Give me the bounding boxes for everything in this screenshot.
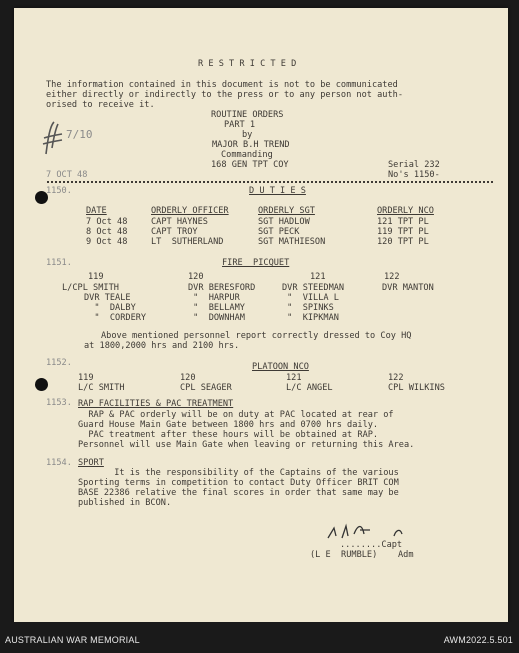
dotted-divider: [47, 181, 493, 183]
restricted-heading: R E S T R I C T E D: [198, 59, 297, 69]
notice-line: orised to receive it.: [46, 100, 155, 110]
header-line: 168 GEN TPT COY: [211, 160, 289, 170]
platoon-number: 120: [180, 373, 196, 383]
platoon-number: 119: [78, 373, 94, 383]
duties-cell: SGT PECK: [258, 227, 300, 237]
picquet-name: " DOWNHAM: [188, 313, 245, 323]
picquet-name: " HARPUR: [188, 293, 240, 303]
duties-header: ORDERLY SGT: [258, 206, 315, 216]
rap-line: RAP & PAC orderly will be on duty at PAC located at rear of: [78, 410, 394, 420]
picquet-name: " VILLA L: [282, 293, 339, 303]
header-line: MAJOR B.H TREND: [212, 140, 290, 150]
rap-line: Personnel will use Main Gate when leaving or returning this Area.: [78, 440, 415, 450]
duties-header: DATE: [86, 206, 107, 216]
footer-institution: AUSTRALIAN WAR MEMORIAL: [5, 635, 140, 645]
duties-cell: 8 Oct 48: [86, 227, 128, 237]
signature-name: (L E RUMBLE): [310, 550, 378, 560]
platoon-nco-name: L/C ANGEL: [286, 383, 333, 393]
section-title-duties: D U T I E S: [249, 186, 306, 196]
duties-header: ORDERLY OFFICER: [151, 206, 229, 216]
platoon-number: 120: [188, 272, 204, 282]
section-number: 1151.: [46, 258, 72, 268]
section-number: 1153.: [46, 398, 72, 408]
sport-line: It is the responsibility of the Captains of the various: [78, 468, 399, 478]
section-title-platoon-nco: PLATOON NCO: [252, 362, 309, 372]
serial-label: Serial 232: [388, 160, 440, 170]
duties-cell: CAPT TROY: [151, 227, 198, 237]
picquet-name: DVR STEEDMAN: [282, 283, 345, 293]
section-title-rap: RAP FACILITIES & PAC TREATMENT: [78, 399, 234, 409]
sport-line: published in BCON.: [78, 498, 172, 508]
platoon-number: 122: [388, 373, 404, 383]
platoon-number: 121: [310, 272, 326, 282]
header-line: ROUTINE ORDERS: [211, 110, 284, 120]
duties-cell: 7 Oct 48: [86, 217, 128, 227]
notice-line: The information contained in this document is not to be communicated: [46, 80, 398, 90]
platoon-number: 119: [88, 272, 104, 282]
duties-cell: 120 TPT PL: [377, 237, 429, 247]
duties-cell: LT SUTHERLAND: [151, 237, 224, 247]
archive-footer: [0, 622, 519, 653]
picquet-name: " BELLAMY: [188, 303, 245, 313]
picquet-name: L/CPL SMITH: [62, 283, 119, 293]
footer-accession-number: AWM2022.5.501: [443, 635, 513, 645]
duties-header: ORDERLY NCO: [377, 206, 434, 216]
sport-line: BASE 22386 relative the final scores in order that same may be: [78, 488, 399, 498]
header-line: PART 1: [224, 120, 256, 130]
picquet-name: " DALBY: [84, 303, 136, 313]
pencil-ref: 7/10: [66, 128, 93, 141]
signature-adm: Adm: [398, 550, 414, 560]
section-number: 1152.: [46, 358, 72, 368]
rap-line: Guard House Main Gate between 1800 hrs and 0700 hrs daily.: [78, 420, 379, 430]
punch-hole: [35, 378, 48, 391]
sport-line: Sporting terms in competition to contact Duty Officer BRIT COM: [78, 478, 399, 488]
picquet-name: DVR TEALE: [84, 293, 131, 303]
rap-line: PAC treatment after these hours will be obtained at RAP.: [78, 430, 379, 440]
order-date: 7 OCT 48: [46, 170, 88, 180]
section-number: 1150.: [46, 186, 72, 196]
platoon-number: 121: [286, 373, 302, 383]
header-line: by: [242, 130, 253, 140]
serial-numbers: No's 1150-: [388, 170, 440, 180]
platoon-nco-name: CPL WILKINS: [388, 383, 445, 393]
picquet-name: DVR BERESFORD: [188, 283, 256, 293]
section-title-fire-picquet: FIRE PICQUET: [222, 258, 290, 268]
signature-capt: ........Capt: [340, 540, 403, 550]
header-line: Commanding: [221, 150, 273, 160]
picquet-note: at 1800,2000 hrs and 2100 hrs.: [84, 341, 240, 351]
duties-cell: CAPT HAYNES: [151, 217, 208, 227]
section-title-sport: SPORT: [78, 458, 104, 468]
picquet-note: Above mentioned personnel report correctly dressed to Coy HQ: [101, 331, 412, 341]
picquet-name: " CORDERY: [84, 313, 147, 323]
duties-cell: SGT HADLOW: [258, 217, 310, 227]
platoon-nco-name: CPL SEAGER: [180, 383, 232, 393]
notice-line: either directly or indirectly to the press or to any person not auth-: [46, 90, 403, 100]
duties-cell: 121 TPT PL: [377, 217, 429, 227]
picquet-name: " KIPKMAN: [282, 313, 339, 323]
platoon-nco-name: L/C SMITH: [78, 383, 125, 393]
picquet-name: " SPINKS: [282, 303, 334, 313]
duties-cell: 9 Oct 48: [86, 237, 128, 247]
platoon-number: 122: [384, 272, 400, 282]
duties-cell: 119 TPT PL: [377, 227, 429, 237]
picquet-name: DVR MANTON: [382, 283, 434, 293]
section-number: 1154.: [46, 458, 72, 468]
duties-cell: SGT MATHIESON: [258, 237, 326, 247]
